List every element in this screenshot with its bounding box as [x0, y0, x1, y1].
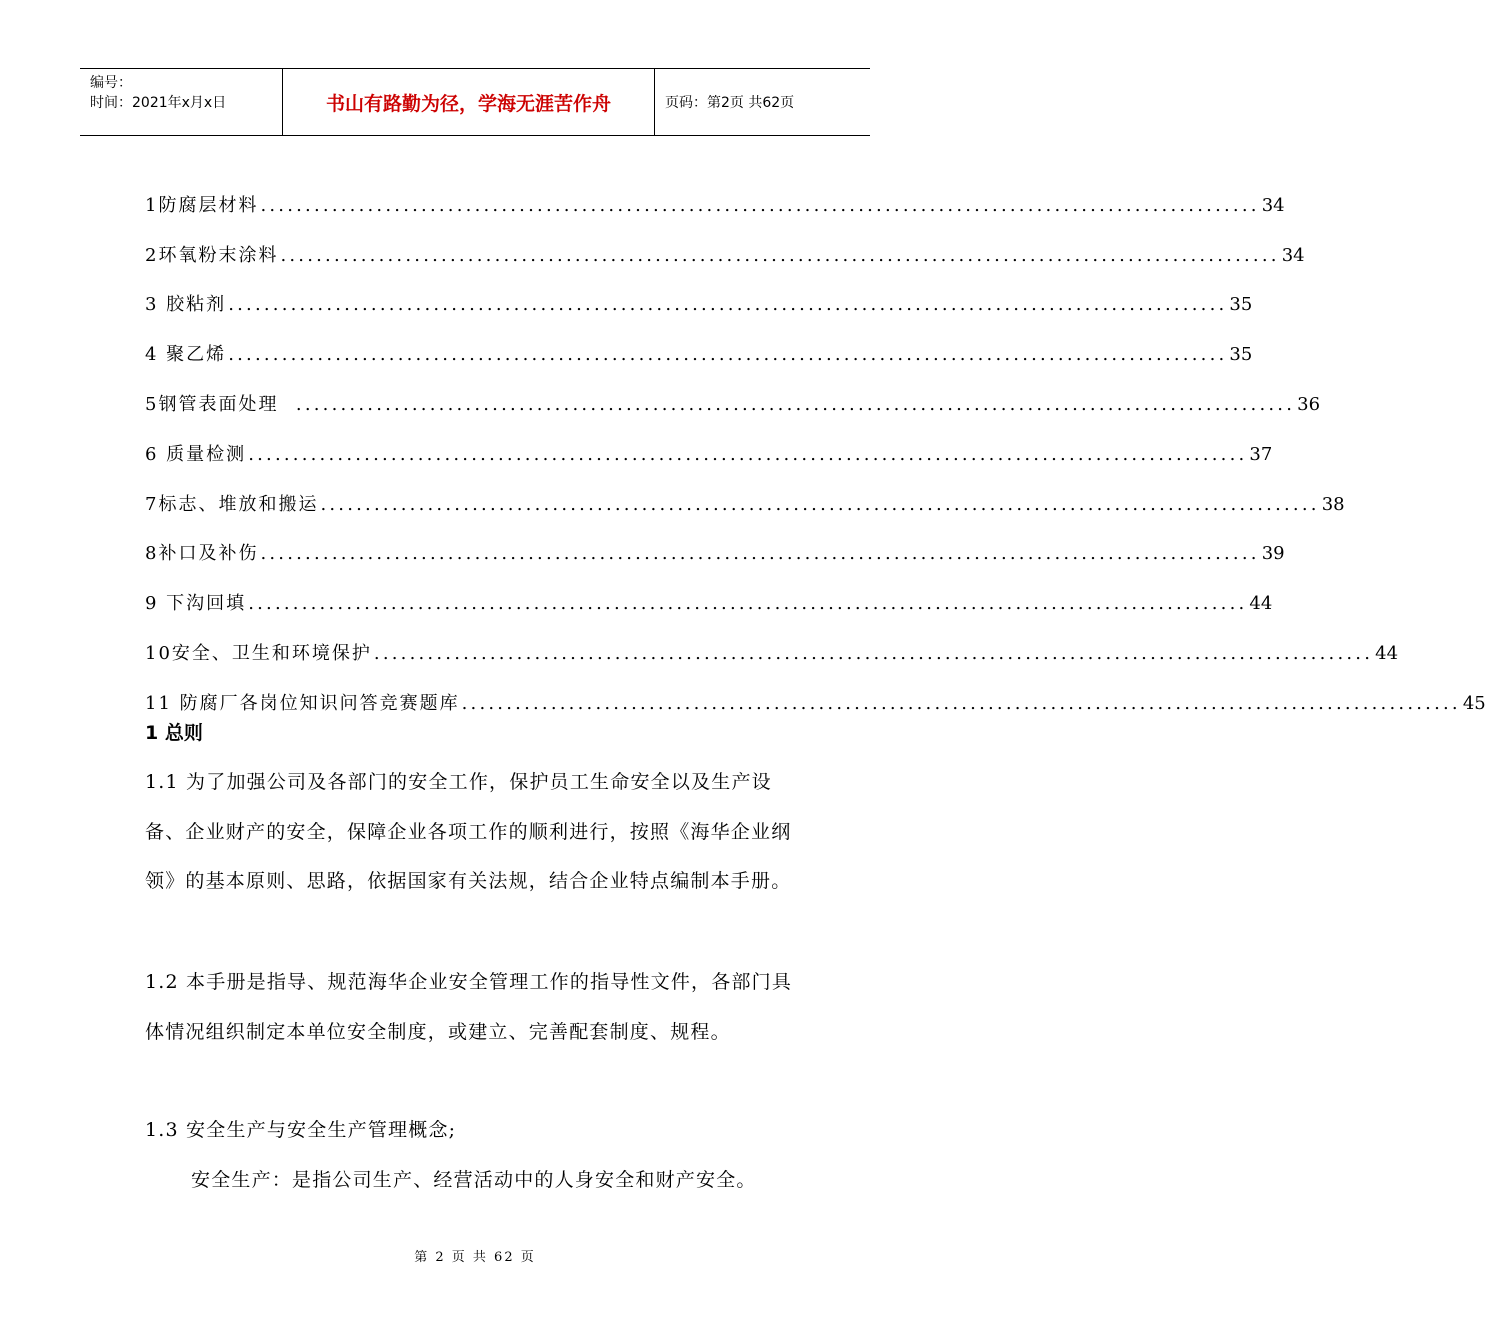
page-footer: 第 2 页 共 62 页 [414, 1250, 536, 1265]
toc-label: 9 下沟回填 [145, 593, 247, 615]
toc-page: 45 [1462, 692, 1486, 714]
toc-entry[interactable] [145, 568, 1273, 618]
toc-leader: ................................................................................................................ [260, 543, 1260, 565]
table-of-contents [145, 170, 1486, 718]
toc-leader: ................................................................................................................ [260, 194, 1260, 216]
toc-label: 8补口及补伤 [145, 543, 259, 565]
toc-entry[interactable] [145, 270, 1253, 320]
toc-leader: ................................................................................................................ [248, 443, 1248, 465]
toc-entry[interactable] [145, 618, 1399, 668]
toc-label: 7标志、堆放和搬运 [145, 493, 319, 515]
code-label: 编号： [90, 75, 132, 91]
toc-page: 34 [1261, 194, 1285, 216]
paragraph-definition: 安全生产：是指公司生产、经营活动中的人身安全和财产安全。 [191, 1169, 757, 1191]
toc-entry[interactable] [145, 319, 1253, 369]
toc-label: 10安全、卫生和环境保护 [145, 642, 372, 664]
toc-page: 35 [1229, 344, 1253, 366]
toc-label: 1防腐层材料 [145, 194, 259, 216]
toc-page: 36 [1297, 393, 1321, 415]
toc-page: 37 [1249, 443, 1273, 465]
toc-leader: ................................................................................................................ [320, 493, 1320, 515]
toc-entry[interactable] [145, 469, 1345, 519]
toc-leader: ................................................................................................................ [461, 692, 1461, 714]
toc-label: 2环氧粉末涂料 [145, 244, 279, 266]
page-header [80, 68, 870, 136]
toc-page: 38 [1321, 493, 1345, 515]
toc-entry[interactable] [145, 668, 1486, 718]
toc-leader: ................................................................................................................ [228, 294, 1228, 316]
toc-label: 4 聚乙烯 [145, 344, 227, 366]
date-label: 时间：2021年x月x日 [90, 95, 227, 111]
toc-label: 3 胶粘剂 [145, 294, 227, 316]
section-heading: 1 总则 [145, 722, 203, 744]
header-motto: 书山有路勤为径，学海无涯苦作舟 [282, 69, 655, 135]
toc-page: 44 [1249, 593, 1273, 615]
toc-page: 35 [1229, 294, 1253, 316]
toc-leader: ................................................................................................................ [228, 344, 1228, 366]
toc-label: 6 质量检测 [145, 443, 247, 465]
toc-leader: ................................................................................................................ [280, 244, 1280, 266]
toc-label: 5钢管表面处理 [145, 393, 294, 415]
paragraph-1-2: 1.2 本手册是指导、规范海华企业安全管理工作的指导性文件，各部门具体情况组织制定本单位安全制度，或建立、完善配套制度、规程。 [145, 971, 793, 1043]
toc-leader: ................................................................................................................ [373, 642, 1374, 664]
toc-entry[interactable] [145, 369, 1321, 419]
paragraph-1-1: 1.1 为了加强公司及各部门的安全工作，保护员工生命安全以及生产设备、企业财产的安全，保障企业各项工作的顺利进行，按照《海华企业纲领》的基本原则、思路，依据国家有关法规，结合企业特点编制本手册。 [145, 771, 792, 892]
toc-entry[interactable] [145, 419, 1273, 469]
toc-page: 39 [1261, 543, 1285, 565]
toc-leader: ................................................................................................................ [248, 593, 1248, 615]
toc-entry[interactable] [145, 519, 1285, 569]
toc-leader: ................................................................................................................ [295, 393, 1296, 415]
header-page-info: 页码：第2页 共62页 [665, 95, 795, 111]
toc-entry[interactable] [145, 170, 1285, 220]
paragraph-1-3: 1.3 安全生产与安全生产管理概念; [145, 1119, 457, 1141]
toc-page: 34 [1281, 244, 1305, 266]
toc-label: 11 防腐厂各岗位知识问答竞赛题库 [145, 692, 460, 714]
header-info [80, 69, 282, 135]
toc-entry[interactable] [145, 220, 1305, 270]
toc-page: 44 [1375, 642, 1399, 664]
